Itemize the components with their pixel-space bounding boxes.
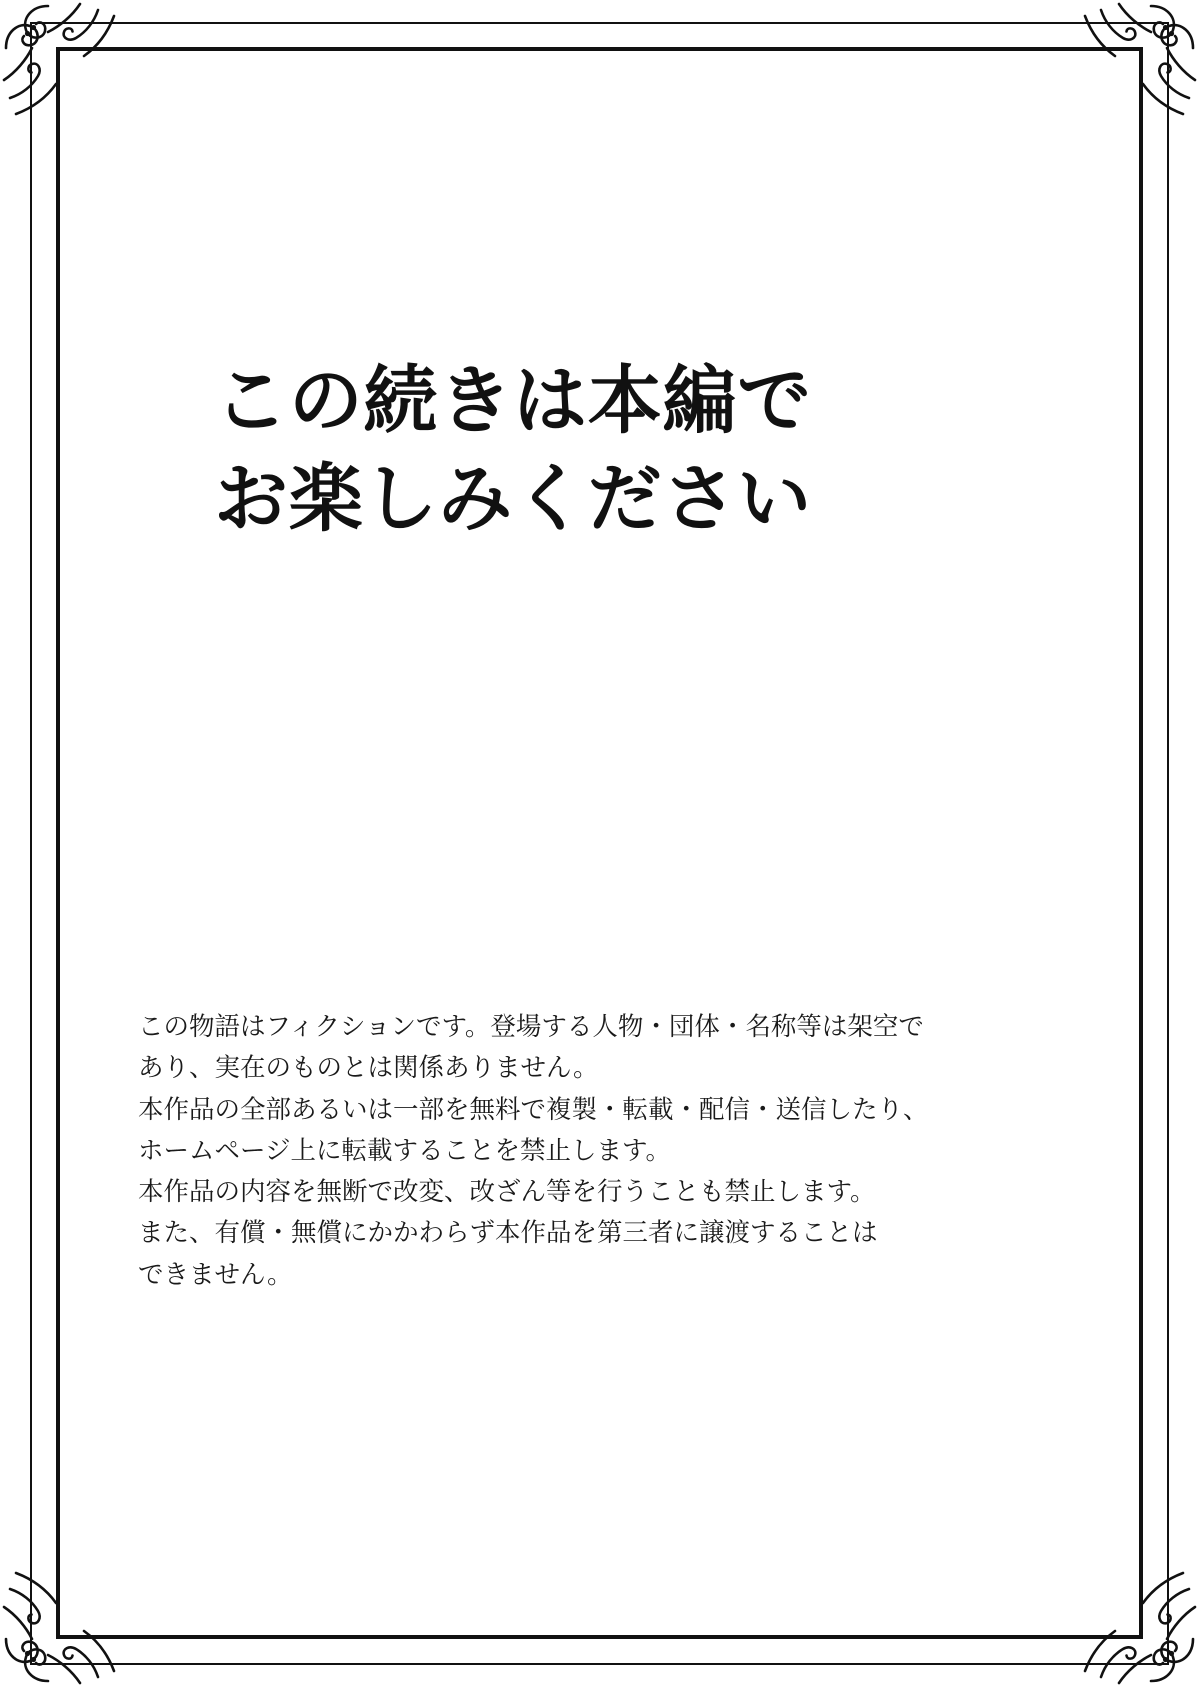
- legal-notice-line: 本作品の内容を無断で改変、改ざん等を行うことも禁止します。: [138, 1178, 876, 1207]
- legal-notice-line: あり、実在のものとは関係ありません。: [138, 1054, 599, 1083]
- legal-notice-line: また、有償・無償にかかわらず本作品を第三者に譲渡することは: [138, 1219, 878, 1248]
- legal-notice: [138, 1007, 1018, 1296]
- page-title-line-1: この続きは本編で: [214, 359, 812, 442]
- legal-notice-line: できません。: [138, 1260, 293, 1289]
- legal-notice-line: ホームページ上に転載することを禁止します。: [138, 1136, 671, 1165]
- legal-notice-line: この物語はフィクションです。登場する人物・団体・名称等は架空で: [138, 1013, 924, 1041]
- page-title-line-2: お楽しみください: [214, 456, 812, 540]
- page-title: [214, 352, 974, 547]
- legal-notice-line: 本作品の全部あるいは一部を無料で複製・転載・配信・送信したり、: [138, 1095, 929, 1124]
- page-content: [56, 47, 1143, 1639]
